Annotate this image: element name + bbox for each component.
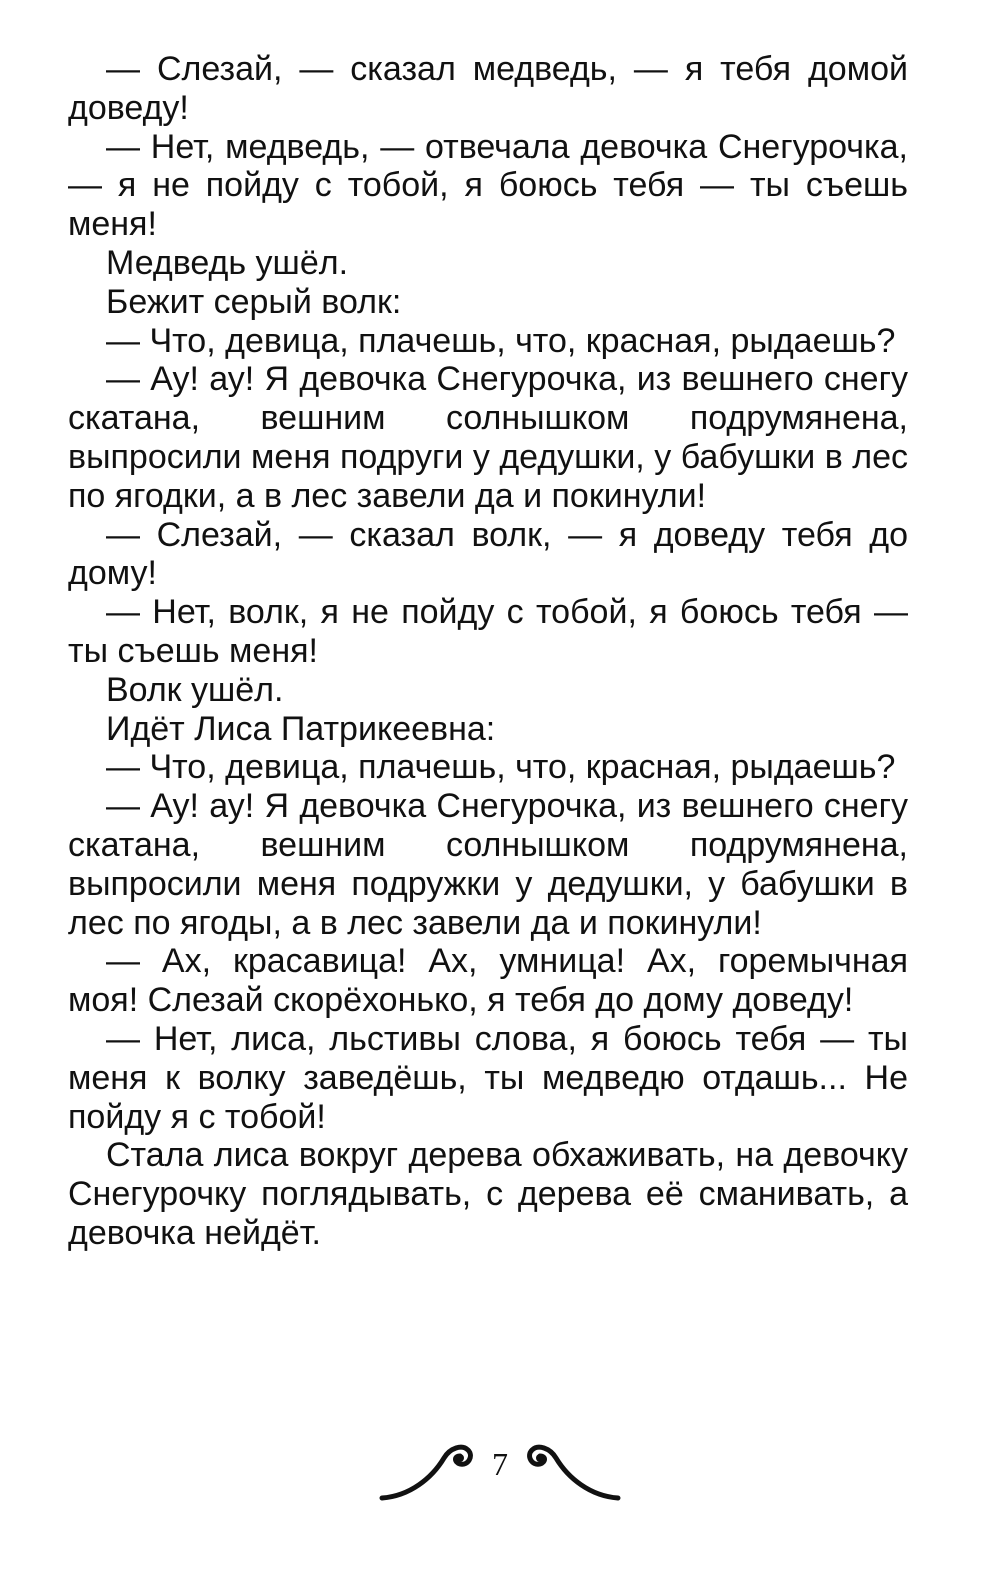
paragraph: Волк ушёл.: [106, 670, 284, 709]
paragraph: — Слезай, — сказал волк, — я доведу тебя до дому!: [68, 515, 908, 593]
paragraph: — Нет, волк, я не пойду с тобой, я боюсь тебя — ты съешь меня!: [68, 593, 908, 670]
page-number: 7: [492, 1446, 508, 1482]
page-text: [68, 50, 908, 1253]
paragraph: — Нет, медведь, — отвечала девочка Снегурочка, — я не пойду с тобой, я боюсь тебя — ты съешь меня!: [68, 127, 908, 244]
paragraph: Идёт Лиса Патрикеевна:: [106, 709, 496, 748]
paragraph: — Что, девица, плачешь, что, красная, рыдаешь?: [106, 748, 896, 787]
paragraph: Медведь ушёл.: [106, 243, 349, 282]
paragraph: — Слезай, — сказал медведь, — я тебя домой доведу!: [68, 50, 908, 127]
page-footer: [0, 1436, 1000, 1516]
paragraph: Стала лиса вокруг дерева обхаживать, на девочку Снегурочку поглядывать, с дерева её сманивать, а девочка нейдёт.: [68, 1136, 908, 1252]
paragraph: — Ау! ау! Я девочка Снегурочка, из вешнего снегу скатана, вешним солнышком подрумянена, выпросили меня подружки у дедушки, у бабушки в лес по ягоды, а в лес завели да и покинули!: [68, 787, 908, 942]
paragraph: — Ау! ау! Я девочка Снегурочка, из вешнего снегу скатана, вешним солнышком подрумянена, выпросили меня подруги у дедушки, у бабушки в лес по ягодки, а в лес завели да и покинули!: [68, 360, 908, 515]
paragraph: — Нет, лиса, льстивы слова, я боюсь тебя — ты меня к волку заведёшь, ты медведю отдашь... Не пойду я с тобой!: [68, 1019, 908, 1136]
paragraph: Бежит серый волк:: [106, 282, 402, 321]
paragraph: — Ах, красавица! Ах, умница! Ах, горемычная моя! Слезай скорёхонько, я тебя до дому доведу!: [68, 942, 908, 1020]
paragraph: — Что, девица, плачешь, что, красная, рыдаешь?: [106, 321, 896, 360]
